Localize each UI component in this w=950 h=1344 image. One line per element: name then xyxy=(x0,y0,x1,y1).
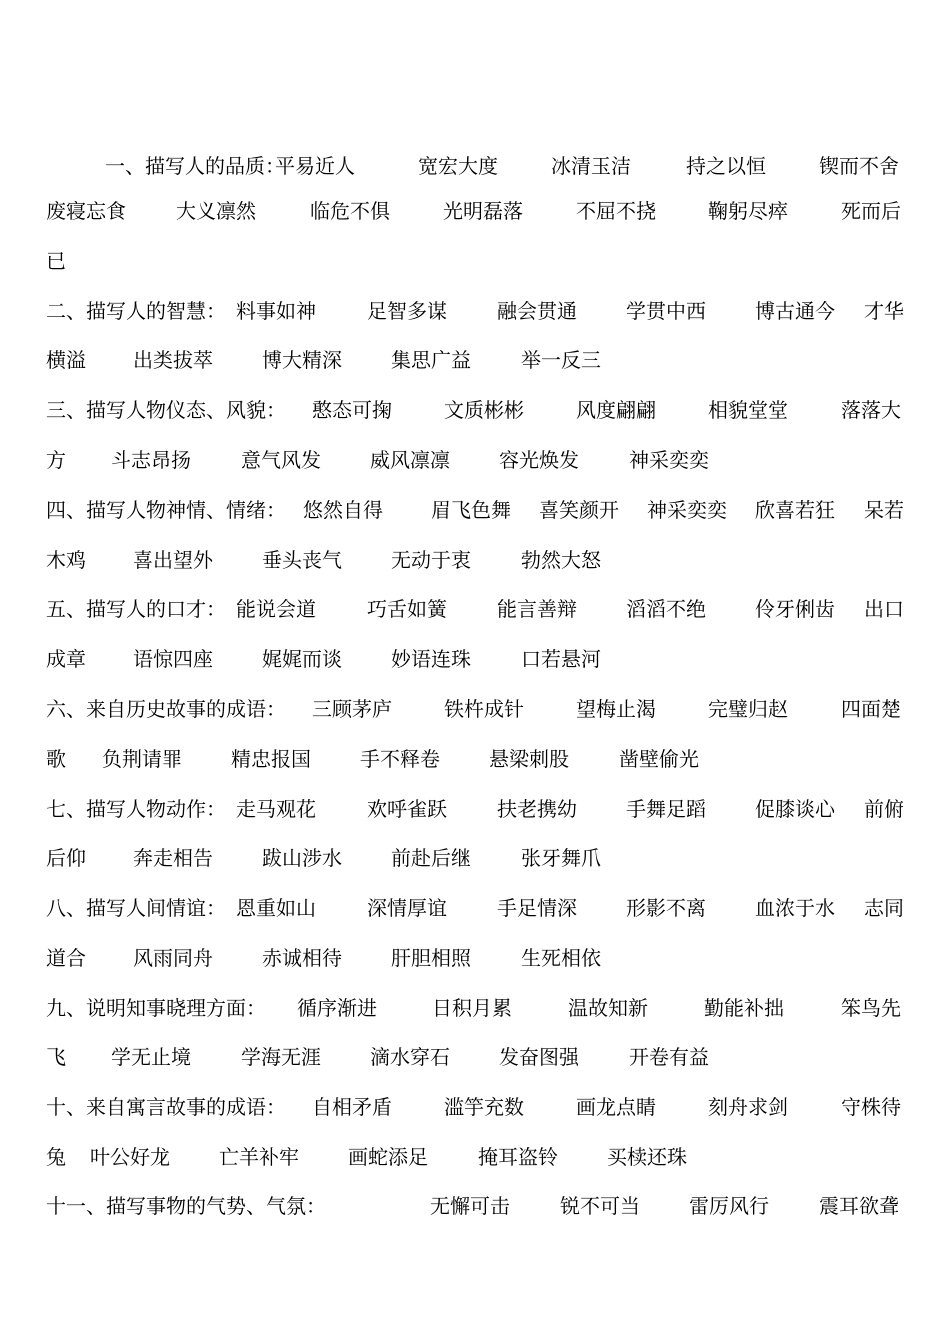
idiom: 血浓于水 xyxy=(755,896,835,920)
section-label: 十、来自寓言故事的成语： xyxy=(46,1095,286,1119)
section-7-line-2 xyxy=(0,838,950,878)
idiom: 冰清玉洁 xyxy=(551,154,631,178)
idiom: 凿壁偷光 xyxy=(619,747,699,771)
section-label: 一、描写人的品质： xyxy=(105,154,285,178)
idiom: 开卷有益 xyxy=(629,1045,709,1069)
idiom: 能言善辩 xyxy=(497,597,577,621)
idiom: 温故知新 xyxy=(568,996,648,1020)
idiom: 赤诚相待 xyxy=(262,946,342,970)
idiom: 滔滔不绝 xyxy=(626,597,706,621)
section-10-line-2 xyxy=(0,1137,950,1177)
idiom: 勃然大怒 xyxy=(521,548,601,572)
idiom: 亡羊补牢 xyxy=(219,1145,299,1169)
idiom: 意气风发 xyxy=(241,448,321,472)
section-2-line-1 xyxy=(0,291,950,331)
idiom: 神采奕奕 xyxy=(647,498,727,522)
idiom: 大义凛然 xyxy=(176,199,256,223)
idiom: 悠然自得 xyxy=(303,498,383,522)
idiom: 博古通今 xyxy=(755,299,835,323)
idiom: 持之以恒 xyxy=(686,154,766,178)
idiom: 生死相依 xyxy=(521,946,601,970)
idiom: 博大精深 xyxy=(262,348,342,372)
idiom: 容光焕发 xyxy=(499,448,579,472)
idiom: 学海无涯 xyxy=(241,1045,321,1069)
section-label: 十一、描写事物的气势、气氛： xyxy=(46,1194,326,1218)
idiom: 成章 xyxy=(46,647,86,671)
idiom: 风雨同舟 xyxy=(133,946,213,970)
idiom: 买椟还珠 xyxy=(607,1145,687,1169)
idiom: 循序渐进 xyxy=(297,996,377,1020)
idiom: 滴水穿石 xyxy=(370,1045,450,1069)
idiom: 三顾茅庐 xyxy=(312,697,392,721)
idiom: 发奋图强 xyxy=(499,1045,579,1069)
idiom: 巧舌如簧 xyxy=(367,597,447,621)
idiom: 日积月累 xyxy=(432,996,512,1020)
idiom: 歌 xyxy=(46,747,66,771)
section-1-line-3 xyxy=(0,241,950,281)
section-1-line-1 xyxy=(0,146,950,186)
idiom: 自相矛盾 xyxy=(312,1095,392,1119)
idiom: 志同 xyxy=(864,896,904,920)
idiom: 扶老携幼 xyxy=(497,797,577,821)
idiom: 喜笑颜开 xyxy=(539,498,619,522)
section-1-line-2 xyxy=(0,191,950,231)
section-9-line-1 xyxy=(0,988,950,1028)
idiom: 欢呼雀跃 xyxy=(367,797,447,821)
idiom: 临危不俱 xyxy=(310,199,390,223)
idiom: 出口 xyxy=(864,597,904,621)
idiom: 妙语连珠 xyxy=(391,647,471,671)
idiom: 锐不可当 xyxy=(560,1194,640,1218)
idiom: 跋山涉水 xyxy=(262,846,342,870)
idiom: 斗志昂扬 xyxy=(111,448,191,472)
section-4-line-2 xyxy=(0,540,950,580)
idiom: 废寝忘食 xyxy=(46,199,126,223)
idiom: 手足情深 xyxy=(497,896,577,920)
idiom: 负荆请罪 xyxy=(102,747,182,771)
section-10-line-1 xyxy=(0,1087,950,1127)
idiom: 四面楚 xyxy=(841,697,901,721)
idiom: 望梅止渴 xyxy=(576,697,656,721)
section-5-line-2 xyxy=(0,639,950,679)
section-4-line-1 xyxy=(0,490,950,530)
idiom: 威风凛凛 xyxy=(370,448,450,472)
section-label: 四、描写人物神情、情绪： xyxy=(46,498,286,522)
idiom: 憨态可掬 xyxy=(312,398,392,422)
idiom: 语惊四座 xyxy=(133,647,213,671)
section-7-line-1 xyxy=(0,789,950,829)
idiom: 深情厚谊 xyxy=(367,896,447,920)
idiom: 才华 xyxy=(864,299,904,323)
section-9-line-2 xyxy=(0,1037,950,1077)
idiom: 不屈不挠 xyxy=(576,199,656,223)
section-label: 七、描写人物动作： xyxy=(46,797,226,821)
idiom: 兔 xyxy=(46,1145,66,1169)
idiom: 无懈可击 xyxy=(430,1194,510,1218)
section-11-line-1 xyxy=(0,1186,950,1226)
section-8-line-2 xyxy=(0,938,950,978)
idiom: 口若悬河 xyxy=(521,647,601,671)
idiom: 前俯 xyxy=(864,797,904,821)
idiom: 鞠躬尽瘁 xyxy=(708,199,788,223)
idiom: 震耳欲聋 xyxy=(819,1194,899,1218)
idiom: 光明磊落 xyxy=(443,199,523,223)
idiom: 眉飞色舞 xyxy=(431,498,511,522)
idiom: 手舞足蹈 xyxy=(626,797,706,821)
idiom: 完璧归赵 xyxy=(708,697,788,721)
idiom: 学贯中西 xyxy=(626,299,706,323)
section-label: 九、说明知事晓理方面： xyxy=(46,996,266,1020)
idiom: 飞 xyxy=(46,1045,66,1069)
idiom: 前赴后继 xyxy=(391,846,471,870)
idiom: 无动于衷 xyxy=(391,548,471,572)
section-6-line-1 xyxy=(0,689,950,729)
idiom: 后仰 xyxy=(46,846,86,870)
section-label: 五、描写人的口才： xyxy=(46,597,226,621)
idiom: 已 xyxy=(46,249,66,273)
idiom: 滥竽充数 xyxy=(444,1095,524,1119)
idiom: 足智多谋 xyxy=(367,299,447,323)
idiom: 形影不离 xyxy=(626,896,706,920)
idiom: 手不释卷 xyxy=(360,747,440,771)
idiom: 欣喜若狂 xyxy=(755,498,835,522)
idiom: 学无止境 xyxy=(111,1045,191,1069)
idiom: 方 xyxy=(46,448,66,472)
idiom: 能说会道 xyxy=(236,597,316,621)
idiom: 出类拔萃 xyxy=(133,348,213,372)
idiom: 画蛇添足 xyxy=(348,1145,428,1169)
idiom: 垂头丧气 xyxy=(262,548,342,572)
idiom: 风度翩翩 xyxy=(576,398,656,422)
idiom: 落落大 xyxy=(841,398,901,422)
idiom: 料事如神 xyxy=(236,299,316,323)
section-3-line-2 xyxy=(0,440,950,480)
idiom: 神采奕奕 xyxy=(629,448,709,472)
section-label: 八、描写人间情谊： xyxy=(46,896,226,920)
idiom: 道合 xyxy=(46,946,86,970)
idiom: 张牙舞爪 xyxy=(521,846,601,870)
idiom: 奔走相告 xyxy=(133,846,213,870)
section-2-line-2 xyxy=(0,340,950,380)
idiom: 叶公好龙 xyxy=(90,1145,170,1169)
idiom: 娓娓而谈 xyxy=(262,647,342,671)
idiom: 促膝谈心 xyxy=(755,797,835,821)
idiom: 呆若 xyxy=(864,498,904,522)
idiom: 伶牙俐齿 xyxy=(755,597,835,621)
idiom: 肝胆相照 xyxy=(391,946,471,970)
idiom: 喜出望外 xyxy=(133,548,213,572)
idiom: 走马观花 xyxy=(236,797,316,821)
idiom: 守株待 xyxy=(841,1095,901,1119)
section-8-line-1 xyxy=(0,888,950,928)
idiom: 锲而不舍 xyxy=(819,154,899,178)
idiom: 木鸡 xyxy=(46,548,86,572)
section-label: 六、来自历史故事的成语： xyxy=(46,697,286,721)
idiom: 横溢 xyxy=(46,348,86,372)
idiom: 文质彬彬 xyxy=(444,398,524,422)
idiom: 恩重如山 xyxy=(236,896,316,920)
idiom: 刻舟求剑 xyxy=(708,1095,788,1119)
idiom: 画龙点睛 xyxy=(576,1095,656,1119)
idiom: 铁杵成针 xyxy=(444,697,524,721)
idiom: 掩耳盗铃 xyxy=(478,1145,558,1169)
idiom: 精忠报国 xyxy=(231,747,311,771)
section-label: 二、描写人的智慧： xyxy=(46,299,226,323)
idiom: 雷厉风行 xyxy=(689,1194,769,1218)
idiom: 集思广益 xyxy=(391,348,471,372)
section-6-line-2 xyxy=(0,739,950,779)
idiom: 死而后 xyxy=(841,199,901,223)
section-5-line-1 xyxy=(0,589,950,629)
idiom: 勤能补拙 xyxy=(704,996,784,1020)
idiom: 悬梁刺股 xyxy=(489,747,569,771)
section-3-line-1 xyxy=(0,390,950,430)
idiom: 融会贯通 xyxy=(497,299,577,323)
idiom: 相貌堂堂 xyxy=(708,398,788,422)
section-label: 三、描写人物仪态、风貌： xyxy=(46,398,286,422)
idiom: 举一反三 xyxy=(521,348,601,372)
idiom: 平易近人 xyxy=(275,154,355,178)
idiom: 宽宏大度 xyxy=(418,154,498,178)
idiom: 笨鸟先 xyxy=(841,996,901,1020)
